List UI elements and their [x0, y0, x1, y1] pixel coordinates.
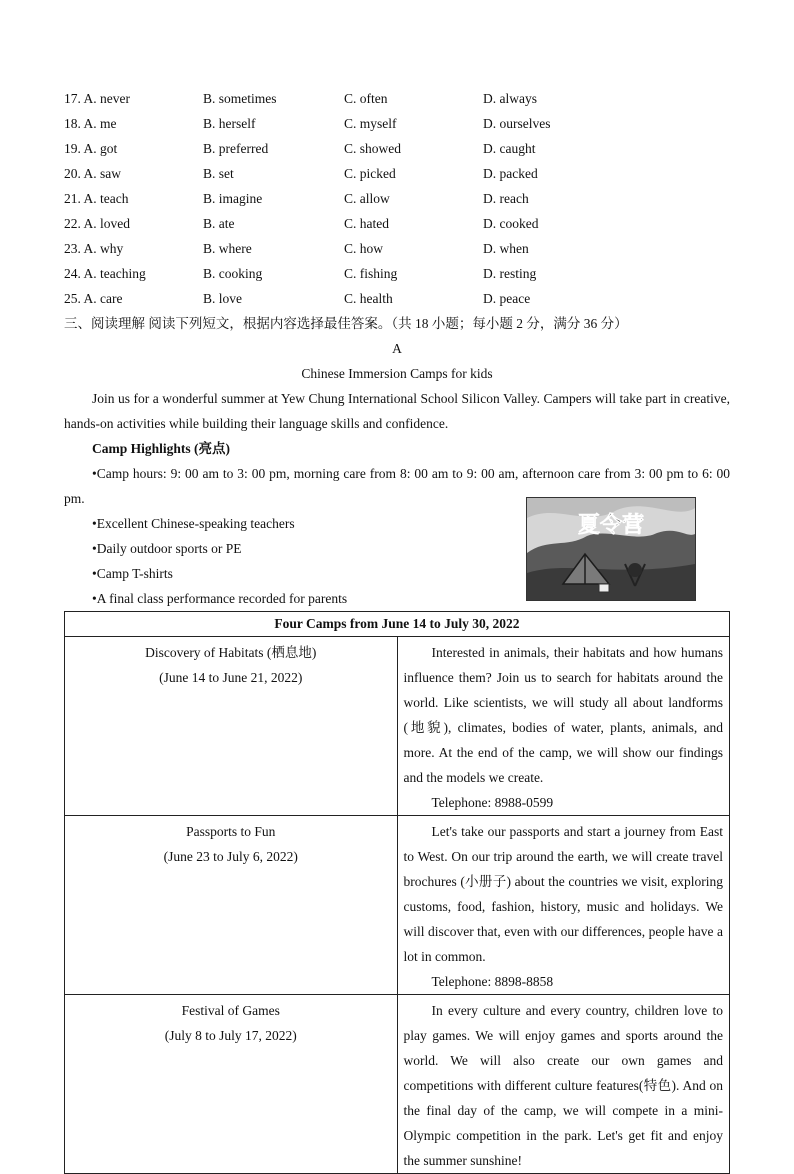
- camp-illustration: [527, 498, 695, 600]
- option-d: D. packed: [483, 166, 538, 181]
- option-row: [64, 264, 744, 284]
- section-heading: 三、阅读理解 阅读下列短文，根据内容选择最佳答案。（共 18 小题；每小题 2 分，满分 36 分）: [64, 316, 628, 331]
- camp-description: Let's take our passports and start a journey from East to West. On our trip around the earth, we will create travel brochures (小册子) about the countries we visit, exploring customs, food, fashion, history, music and holidays. We will discover that, even with our differences, people have a lot in common.: [403, 824, 723, 964]
- camp-name: Passports to Fun: [186, 824, 276, 839]
- option-d: D. always: [483, 91, 537, 106]
- option-b: B. love: [203, 291, 242, 306]
- table-header-row: [65, 612, 730, 637]
- option-row: [64, 164, 744, 184]
- bullet-performance: •A final class performance recorded for parents: [92, 591, 348, 606]
- camp-dates: (June 14 to June 21, 2022): [159, 670, 303, 685]
- image-caption: 夏令营: [577, 513, 645, 538]
- option-c: C. picked: [344, 166, 396, 181]
- camp-desc-cell: [397, 637, 730, 816]
- option-c: C. often: [344, 91, 388, 106]
- option-row: [64, 89, 744, 109]
- option-c: C. health: [344, 291, 393, 306]
- option-b: B. ate: [203, 216, 235, 231]
- option-row: [64, 214, 744, 234]
- option-row: [64, 189, 744, 209]
- option-d: D. resting: [483, 266, 537, 281]
- table-row: [65, 637, 730, 816]
- camp-telephone: Telephone: 8988-0599: [431, 795, 554, 810]
- option-c: C. fishing: [344, 266, 398, 281]
- camp-desc-cell: [397, 816, 730, 995]
- option-row: [64, 239, 744, 259]
- camp-name-cell: [65, 637, 398, 816]
- option-a: 18. A. me: [64, 116, 117, 131]
- option-a: 17. A. never: [64, 91, 130, 106]
- option-b: B. preferred: [203, 141, 269, 156]
- option-b: B. sometimes: [203, 91, 277, 106]
- option-c: C. how: [344, 241, 384, 256]
- option-d: D. ourselves: [483, 116, 551, 131]
- camp-desc-cell: [397, 995, 730, 1174]
- camp-image: [526, 497, 696, 601]
- camp-name-cell: [65, 816, 398, 995]
- option-d: D. peace: [483, 291, 531, 306]
- passage-title: Chinese Immersion Camps for kids: [301, 366, 493, 381]
- option-row: [64, 139, 744, 159]
- camp-telephone: Telephone: 8898-8858: [431, 974, 554, 989]
- camp-name: Festival of Games: [181, 1003, 280, 1018]
- option-c: C. hated: [344, 216, 389, 231]
- option-a: 24. A. teaching: [64, 266, 146, 281]
- bullet-hours: •Camp hours: 9: 00 am to 3: 00 pm, morning care from 8: 00 am to 9: 00 am, afternoon care from 3: 00 pm to 6: 00 pm.: [64, 466, 730, 506]
- option-a: 22. A. loved: [64, 216, 130, 231]
- option-a: 23. A. why: [64, 241, 124, 256]
- option-d: D. when: [483, 241, 529, 256]
- camps-table: [64, 611, 730, 1174]
- bullet-sports: •Daily outdoor sports or PE: [92, 541, 242, 556]
- camp-description: Interested in animals, their habitats and how humans influence them? Join us to search for habitats around the world. Like scientists, we will study all about landforms (地貌), climates, bodies of water, plants, animals, and more. At the end of the camp, we will show our findings and the models we create.: [403, 645, 723, 785]
- option-a: 19. A. got: [64, 141, 118, 156]
- option-b: B. cooking: [203, 266, 263, 281]
- option-d: D. cooked: [483, 216, 539, 231]
- camp-name-cell: [65, 995, 398, 1174]
- table-row: [65, 995, 730, 1174]
- option-c: C. allow: [344, 191, 390, 206]
- option-b: B. herself: [203, 116, 256, 131]
- camp-dates: (June 23 to July 6, 2022): [163, 849, 298, 864]
- option-row: [64, 114, 744, 134]
- option-b: B. imagine: [203, 191, 263, 206]
- option-a: 21. A. teach: [64, 191, 129, 206]
- table-row: [65, 816, 730, 995]
- camp-dates: (July 8 to July 17, 2022): [164, 1028, 297, 1043]
- camp-description: In every culture and every country, children love to play games. We will enjoy games and sports around the world. We will also create our own games and competitions with different culture features(特色). And on the final day of the camp, we will compete in a mini-Olympic competition in the park. Let's get fit and enjoy the summer sunshine!: [403, 1003, 723, 1168]
- bullet-tshirts: •Camp T-shirts: [92, 566, 173, 581]
- bullet-teachers: •Excellent Chinese-speaking teachers: [92, 516, 295, 531]
- table-header: Four Camps from June 14 to July 30, 2022: [65, 612, 730, 637]
- intro-paragraph: Join us for a wonderful summer at Yew Chung International School Silicon Valley. Campers will take part in creative, hands-on activities while building their language skills and confidence.: [64, 391, 730, 431]
- option-a: 20. A. saw: [64, 166, 121, 181]
- highlights-title: Camp Highlights (亮点): [92, 441, 231, 456]
- option-c: C. showed: [344, 141, 401, 156]
- option-d: D. caught: [483, 141, 536, 156]
- option-a: 25. A. care: [64, 291, 123, 306]
- option-c: C. myself: [344, 116, 397, 131]
- option-b: B. set: [203, 166, 234, 181]
- camp-name: Discovery of Habitats (栖息地): [145, 645, 317, 660]
- option-b: B. where: [203, 241, 252, 256]
- passage-letter: A: [392, 341, 402, 356]
- option-d: D. reach: [483, 191, 529, 206]
- option-row: [64, 289, 744, 309]
